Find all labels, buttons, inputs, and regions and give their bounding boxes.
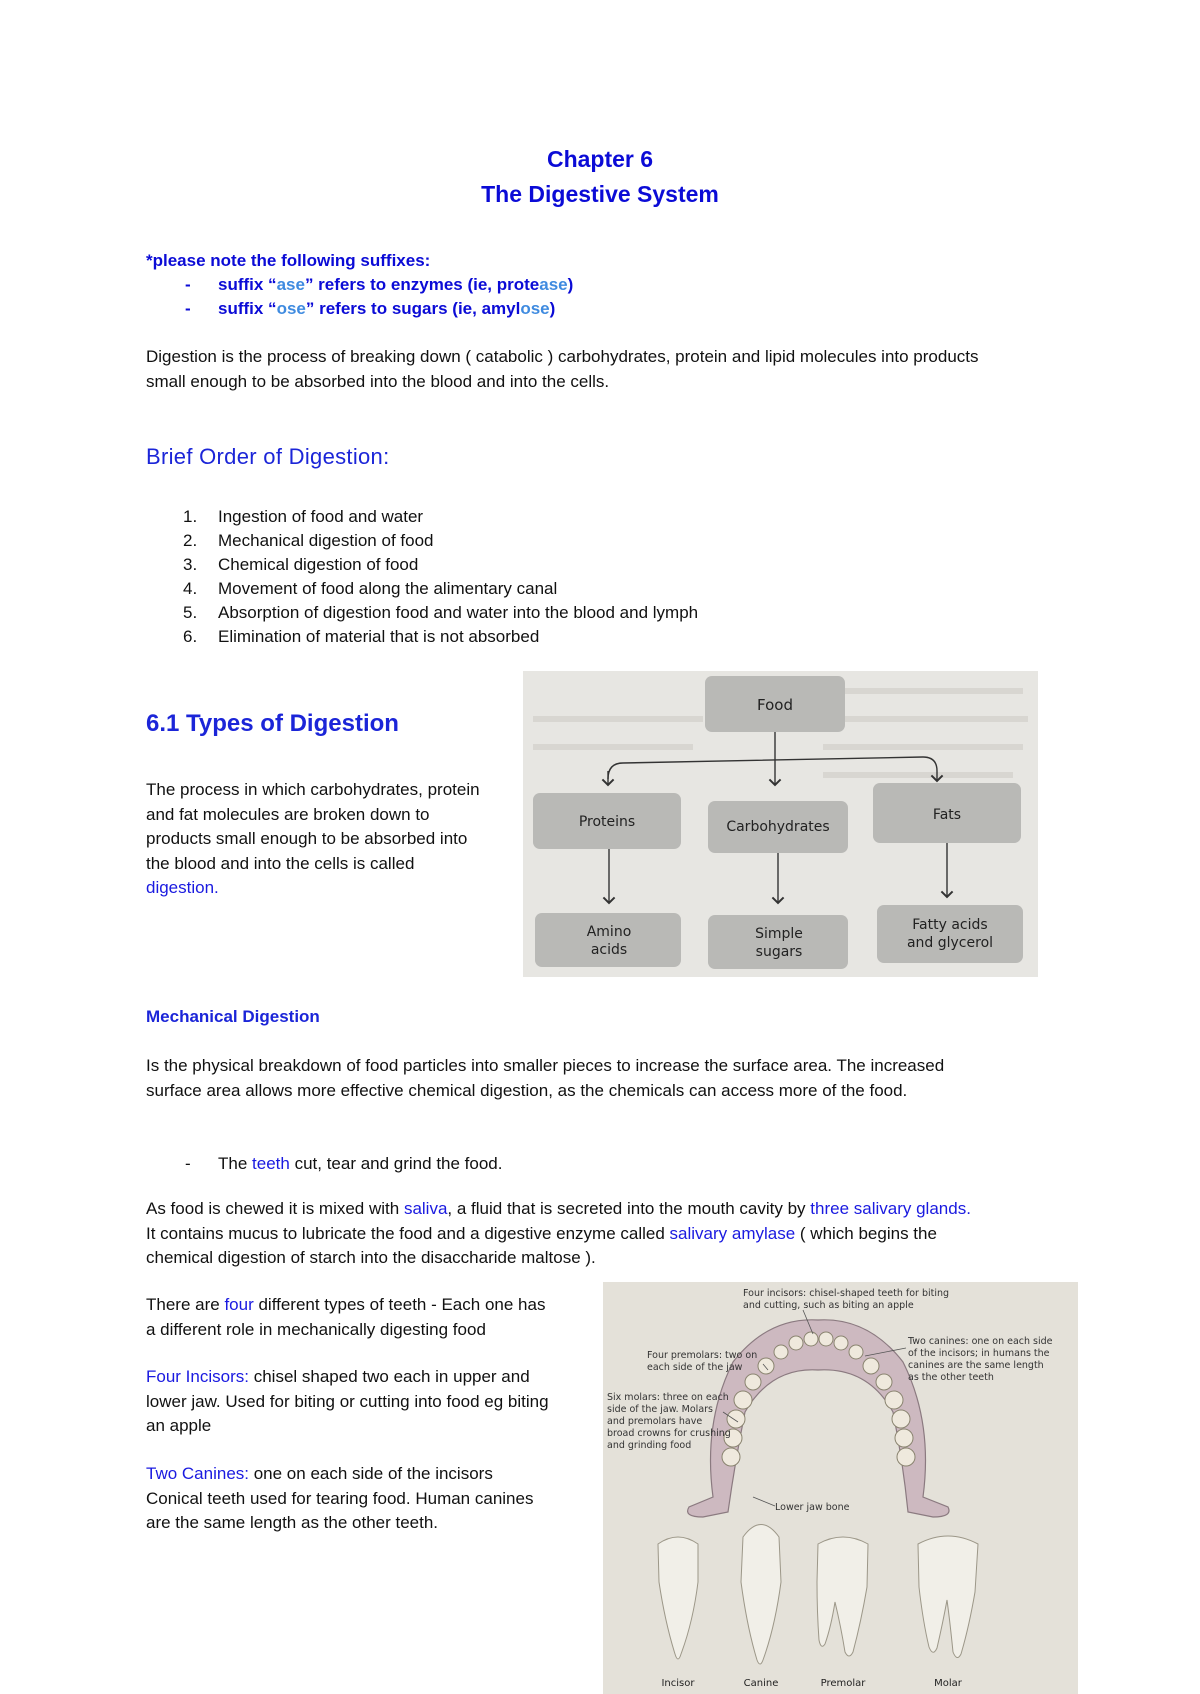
svg-text:and premolars have: and premolars have (607, 1416, 703, 1427)
svg-text:canines are the same length: canines are the same length (908, 1360, 1044, 1371)
types-heading: 6.1 Types of Digestion (146, 710, 399, 737)
canines-paragraph: Two Canines: one on each side of the incisors Conical teeth used for tearing food. Human canines are the same length as the other teeth. (146, 1464, 534, 1532)
list-item: 6. Elimination of material that is not absorbed (183, 627, 540, 646)
svg-text:and glycerol: and glycerol (906, 935, 994, 951)
order-heading: Brief Order of Digestion: (146, 444, 390, 469)
svg-text:Amino: Amino (586, 924, 632, 940)
svg-text:Six molars: three on each: Six molars: three on each (607, 1392, 729, 1403)
svg-text:Proteins: Proteins (578, 814, 636, 830)
svg-text:Carbohydrates: Carbohydrates (726, 819, 830, 835)
svg-text:and cutting, such as biting an: and cutting, such as biting an apple (743, 1300, 914, 1311)
svg-text:Molar: Molar (934, 1678, 962, 1689)
digestion-term: digestion. (146, 878, 219, 897)
svg-text:broad crowns for crushing: broad crowns for crushing (607, 1428, 731, 1439)
list-item: 5. Absorption of digestion food and water into the blood and lymph (183, 603, 699, 622)
chapter-title: The Digestive System (481, 181, 719, 207)
svg-text:each side of the jaw: each side of the jaw (647, 1362, 743, 1373)
svg-text:as the other teeth: as the other teeth (908, 1372, 994, 1383)
chapter-number: Chapter 6 (546, 146, 654, 172)
svg-text:Lower jaw bone: Lower jaw bone (775, 1502, 850, 1513)
teeth-figure (603, 1282, 1078, 1694)
mechanical-paragraph: Is the physical breakdown of food particles into smaller pieces to increase the surface area. The increased surface area allows more effective chemical digestion, as the chemicals can access more of the food. (146, 1056, 945, 1100)
list-item: 1. Ingestion of food and water (183, 507, 424, 526)
suffix-note-intro: *please note the following suffixes: (146, 251, 431, 270)
list-item: 4. Movement of food along the alimentary canal (183, 579, 558, 598)
svg-text:Simple: Simple (755, 926, 803, 942)
fatty-acids-box (877, 905, 1023, 963)
svg-text:acids: acids (590, 942, 628, 958)
svg-text:Four incisors: chisel-shaped t: Four incisors: chisel-shaped teeth for biting (743, 1288, 950, 1299)
svg-text:Canine: Canine (743, 1678, 779, 1689)
svg-text:Premolar: Premolar (820, 1678, 866, 1689)
svg-text:Fats: Fats (932, 807, 962, 823)
svg-text:Four premolars: two on: Four premolars: two on (647, 1350, 758, 1361)
incisors-paragraph: Four Incisors: chisel shaped two each in upper and lower jaw. Used for biting or cutting into food eg biting an apple (146, 1367, 549, 1435)
list-item: 2. Mechanical digestion of food (183, 531, 434, 550)
types-paragraph: The process in which carbohydrates, protein and fat molecules are broken down to products small enough to be absorbed into the blood and into the cells is called digestion. (146, 778, 526, 901)
amino-acids-box (535, 913, 681, 967)
svg-text:Two canines: one on each side: Two canines: one on each side (908, 1336, 1053, 1347)
simple-sugars-box (708, 915, 848, 969)
saliva-paragraph: As food is chewed it is mixed with saliva, a fluid that is secreted into the mouth cavity by three salivary glands. It contains mucus to lubricate the food and a digestive enzyme called salivary amylase ( which begins the chemical digestion of starch into the disaccharide maltose ). (146, 1199, 971, 1267)
diagram-root-label: Food (757, 696, 793, 714)
intro-paragraph: Digestion is the process of breaking down ( catabolic ) carbohydrates, protein and lipid molecules into products small enough to be absorbed into the blood and into the cells. (146, 347, 979, 391)
svg-text:sugars: sugars (755, 944, 803, 960)
order-list (146, 505, 698, 649)
svg-text:Incisor: Incisor (661, 1678, 695, 1689)
svg-text:Fatty acids: Fatty acids (912, 917, 988, 933)
digestion-diagram (523, 671, 1038, 977)
svg-text:of the incisors; in humans the: of the incisors; in humans the (908, 1348, 1050, 1359)
mechanical-heading: Mechanical Digestion (146, 1007, 320, 1026)
svg-text:side of the jaw. Molars: side of the jaw. Molars (607, 1404, 713, 1415)
teeth-types-paragraph: There are four different types of teeth - Each one has a different role in mechanically digesting food (146, 1295, 546, 1339)
svg-text:and grinding food: and grinding food (607, 1440, 692, 1451)
list-item: 3. Chemical digestion of food (183, 555, 419, 574)
